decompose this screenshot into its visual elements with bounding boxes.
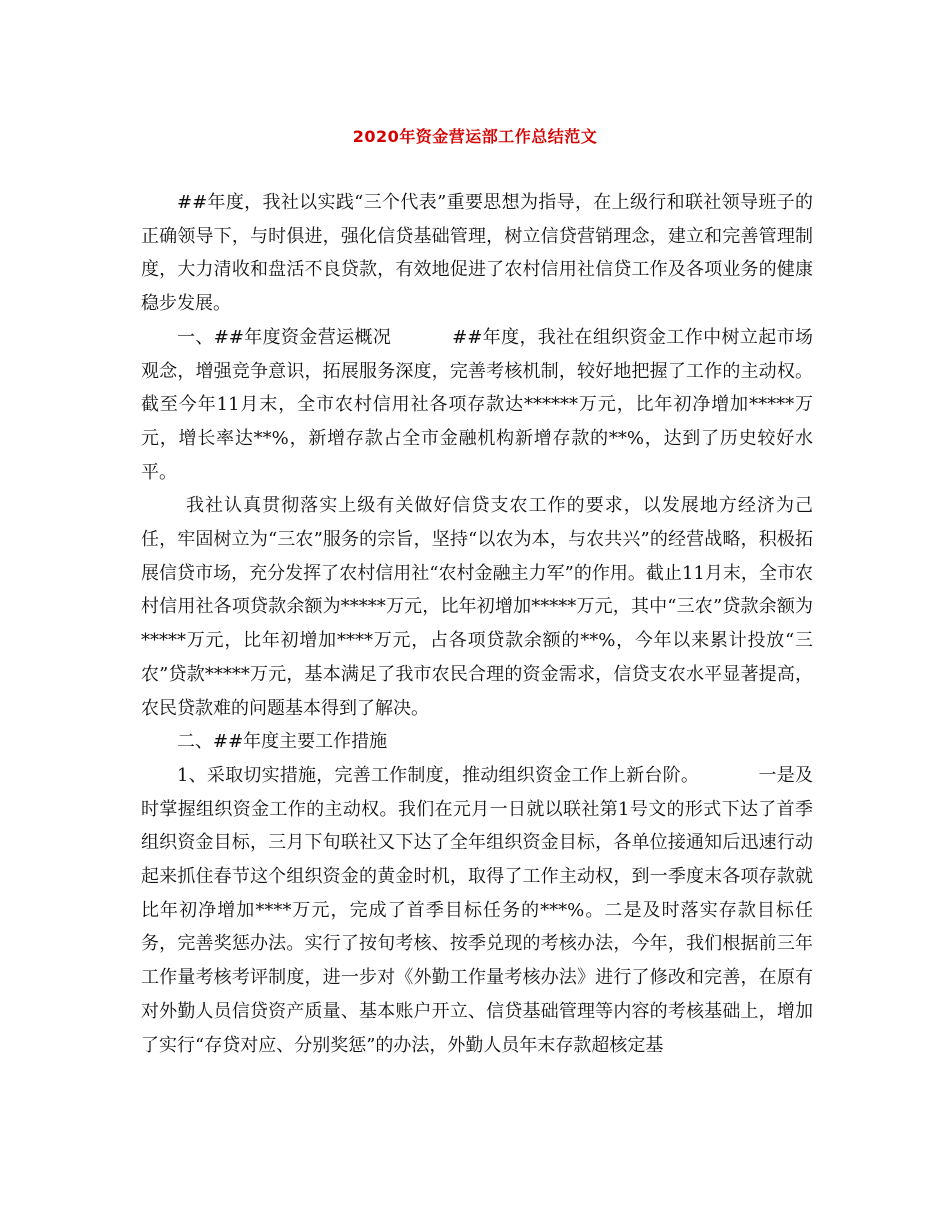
section-heading-measures: 二、##年度主要工作措施	[177, 731, 388, 753]
paragraph-measure-1: 1、采取切实措施，完善工作制度，推动组织资金工作上新台阶。 一是及时掌握组织资金工作的主动权。我们在元月一日就以联社第1号文的形式下达了首季组织资金目标，三月下旬联社又下达了全年组织资金目标，各单位接通知后迅速行动起来抓住春节这个组织资金的黄金时机，取得了工作主动权，到一季度末各项存款就比年初净增加****万元，完成了首季目标任务的***%。二是及时落实存款目标任务，完善奖惩办法。实行了按旬考核、按季兑现的考核办法，今年，我们根据前三年工作量考核考评制度，进一步对《外勤工作量考核办法》进行了修改和完善，在原有对外勤人员信贷资产质量、基本账户开立、信贷基础管理等内容的考核基础上，增加了实行“存贷对应、分别奖惩”的办法，外勤人员年末存款超核定基	[141, 764, 813, 1056]
document-title: 2020年资金营运部工作总结范文	[352, 127, 598, 146]
paragraph-intro: ##年度，我社以实践“三个代表”重要思想为指导，在上级行和联社领导班子的正确领导下，与时俱进，强化信贷基础管理，树立信贷营销理念，建立和完善管理制度，大力清收和盘活不良贷款，有效地促进了农村信用社信贷工作及各项业务的健康稳步发展。	[141, 192, 813, 315]
paragraph-loans: 我社认真贯彻落实上级有关做好信贷支农工作的要求，以发展地方经济为己任，牢固树立为“三农”服务的宗旨，坚持“以农为本，与农共兴”的经营战略，积极拓展信贷市场，充分发挥了农村信用社“农村金融主力军”的作用。截止11月末，全市农村信用社各项贷款余额为*****万元，比年初增加*****万元，其中“三农”贷款余额为*****万元，比年初增加****万元，占各项贷款余额的**%，今年以来累计投放“三农”贷款*****万元，基本满足了我市农民合理的资金需求，信贷支农水平显著提高，农民贷款难的问题基本得到了解决。	[141, 495, 813, 719]
paragraph-overview: 一、##年度资金营运概况 ##年度，我社在组织资金工作中树立起市场观念，增强竞争意识，拓展服务深度，完善考核机制，较好地把握了工作的主动权。截至今年11月末，全市农村信用社各项存款达******万元，比年初净增加*****万元，增长率达**%，新增存款占全市金融机构新增存款的**%，达到了历史较好水平。	[141, 326, 813, 483]
document-body	[141, 186, 813, 1062]
